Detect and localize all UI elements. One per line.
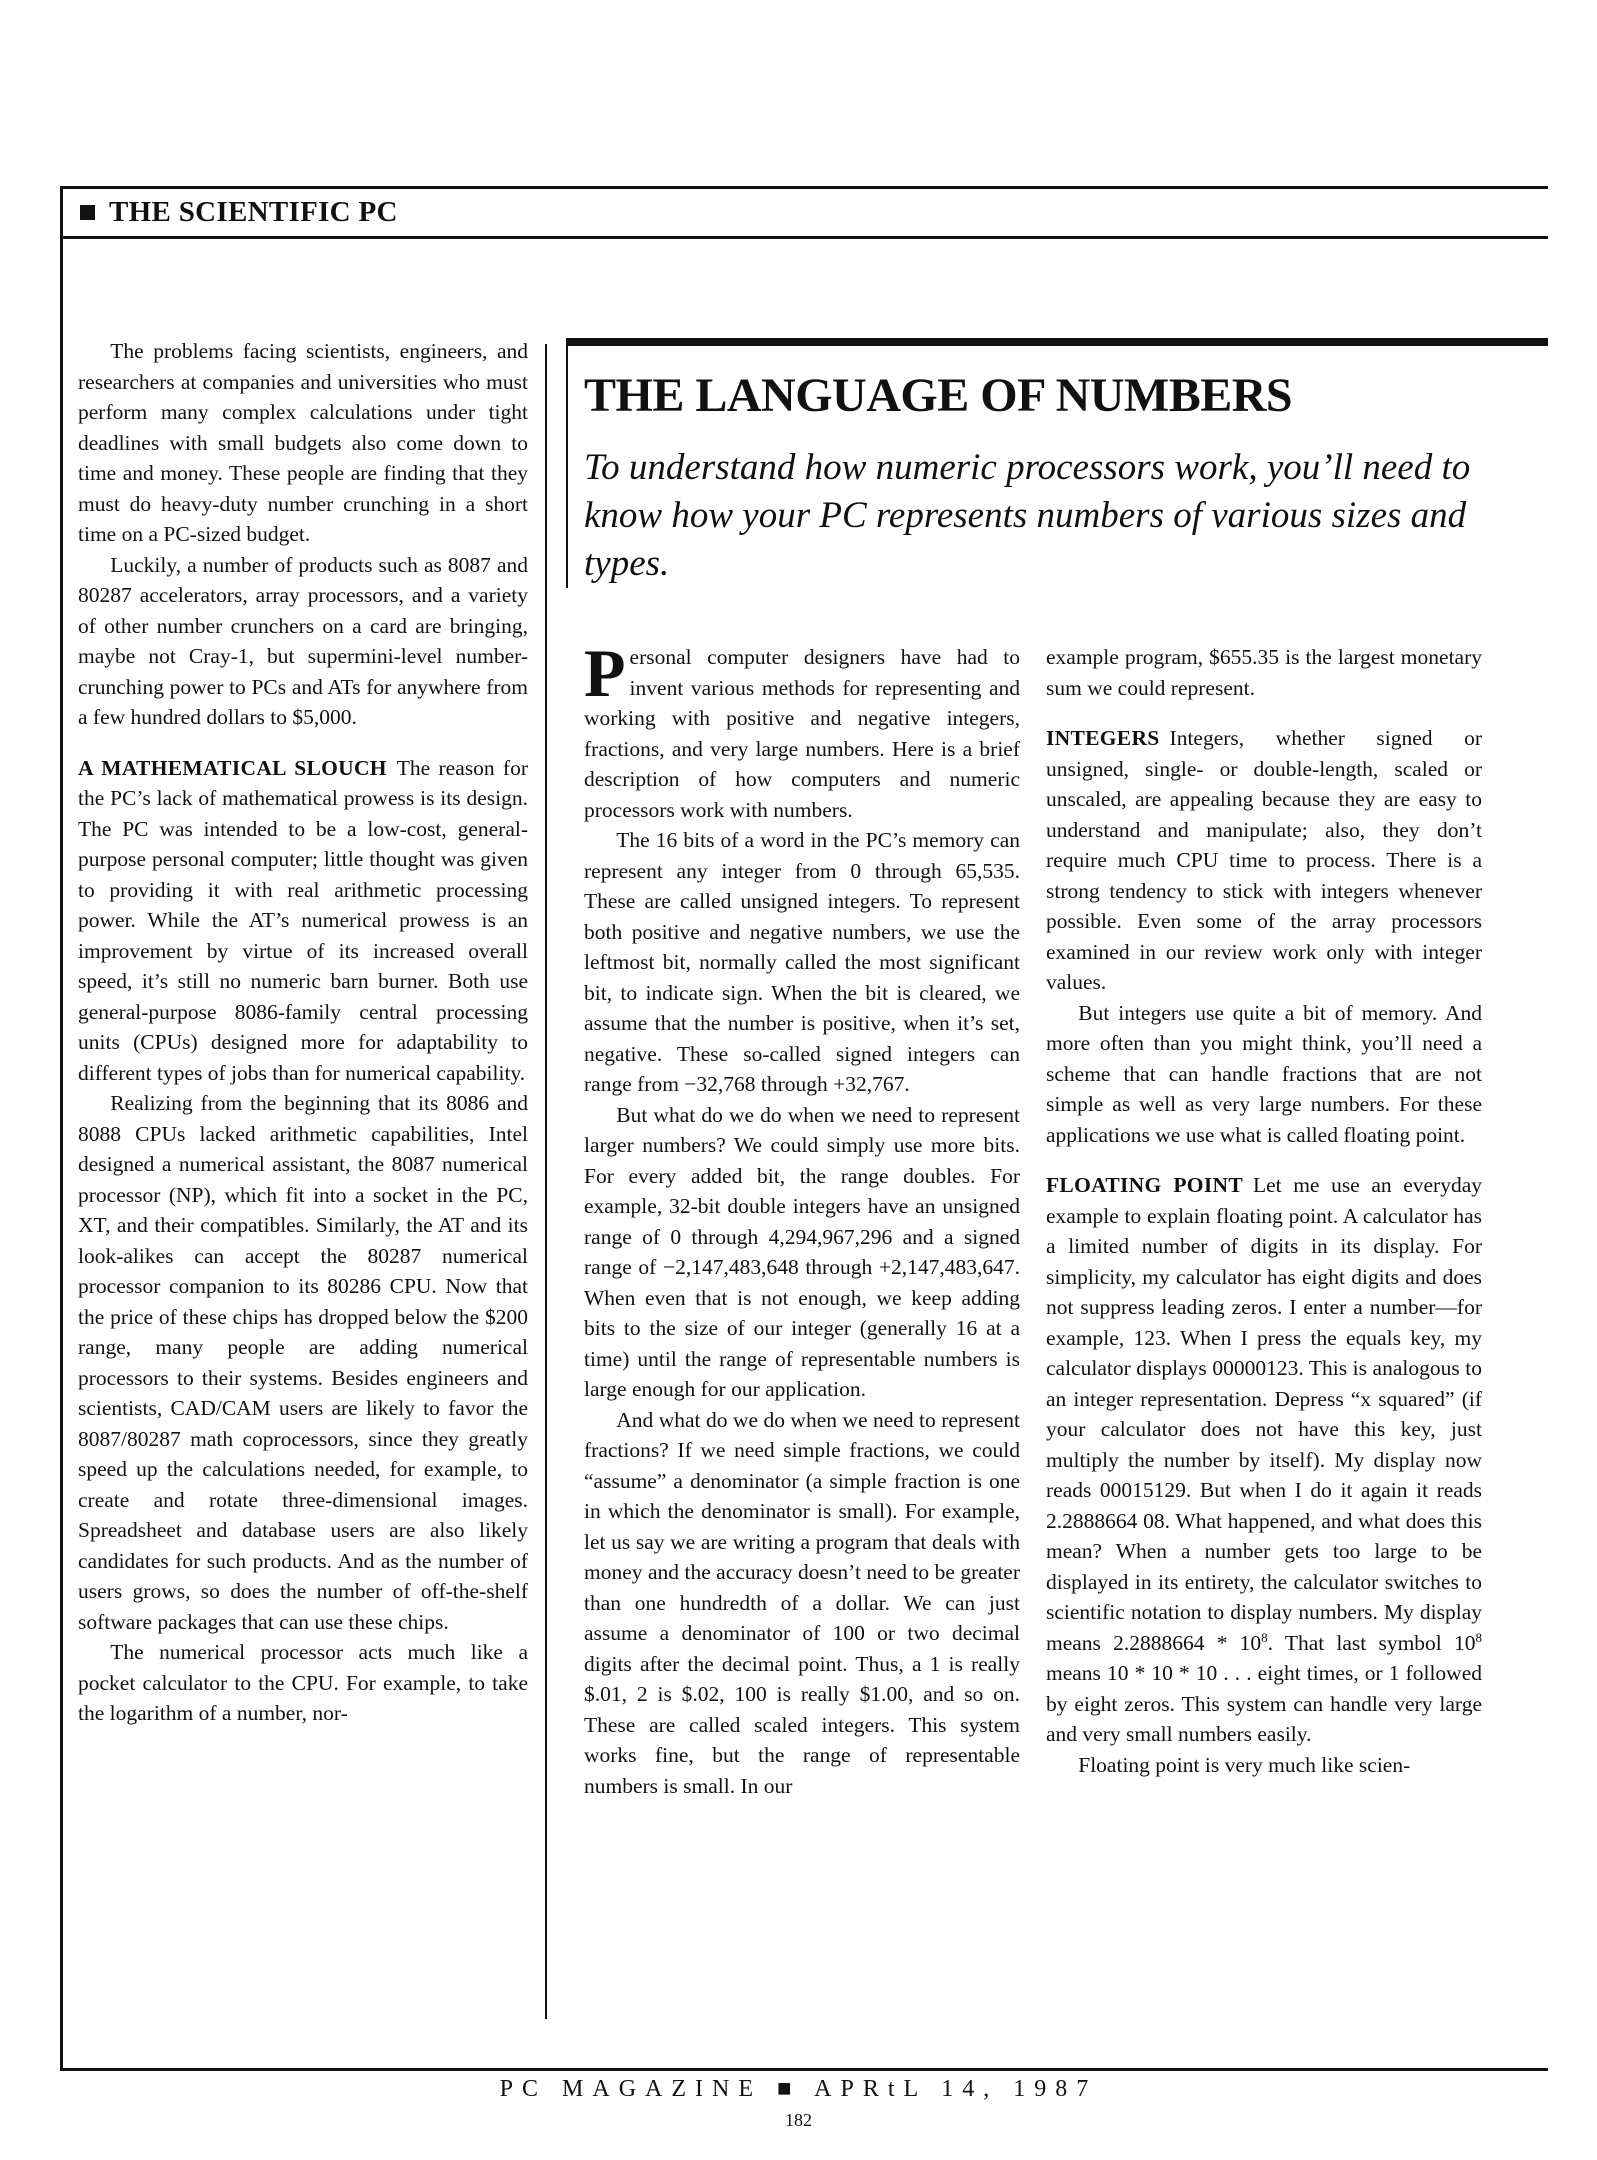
right-column [1046,642,1482,1780]
right-paragraph-2 [1046,723,1482,998]
right-paragraph-5: Floating point is very much like scien- [1078,1752,1411,1777]
right-paragraph-4-text-b: . That last symbol 10 [1267,1630,1476,1655]
right-paragraph-4 [1046,1170,1482,1750]
header-bottom-rule [60,236,1548,239]
column-separator-rule [545,344,547,2019]
headline-box-top-rule [566,338,1548,346]
middle-column [584,635,1020,1801]
left-paragraph-3-text: The reason for the PC’s lack of mathematical prowess is its design. The PC was intended to be a low-cost, general-purpose personal computer; little thought was given to providing it with real arithmetic processing power. While the AT’s numerical prowess is an improvement by virtue of its increased overall speed, it’s still no numeric barn burner. Both use general-purpose 8086-family central processing units (CPUs) designed more for adaptability to different types of jobs than for numerical capability. [78,755,528,1085]
right-paragraph-2-text: Integers, whether signed or unsigned, single- or double-length, scaled or unscaled, are appealing because they are easy to understand and manipulate; also, they don’t require much CPU time to process. There is a strong tendency to stick with integers whenever possible. Even some of the array processors examined in our review work only with integer values. [1046,726,1482,994]
middle-paragraph-1-text: ersonal computer designers have had to invent various methods for representing and working with positive and negative integers, fractions, and very large numbers. Here is a brief description of how computers and numeric processors work with numbers. [584,645,1020,822]
subhead-mathematical-slouch: A MATHEMATICAL SLOUCH [78,755,387,780]
middle-paragraph-1 [584,635,1020,825]
subhead-integers: INTEGERS [1046,726,1160,750]
article-headline: THE LANGUAGE OF NUMBERS [584,369,1293,422]
right-paragraph-3: But integers use quite a bit of memory. And more often than you might think, you’ll need a scheme that can handle fractions that are not simple as well as very large numbers. For these applications we use what is called floating point. [1046,1000,1482,1147]
bottom-rule [60,2068,1548,2071]
exponent-2: 8 [1475,1629,1482,1645]
left-paragraph-5: The numerical processor acts much like a pocket calculator to the CPU. For example, to take the logarithm of a number, nor- [78,1640,528,1725]
left-border-rule [60,186,63,2071]
left-paragraph-1: The problems facing scientists, engineers, and researchers at companies and universities who must perform many complex calculations under tight deadlines with small budgets also come down to time and money. These people are finding that they must do heavy-duty number crunching in a short time on a PC-sized budget. [78,339,528,546]
running-footer: PC MAGAZINE ■ APRtL 14, 1987 [499,2076,1098,2102]
headline-box-left-rule [566,338,568,588]
left-paragraph-4: Realizing from the beginning that its 8086 and 8088 CPUs lacked arithmetic capabilities, Intel designed a numerical assistant, the 8087 numerical processor (NP), which fit into a socket in the PC, XT, and their compatibles. Similarly, the AT and its look-alikes can accept the 80287 numerical processor companion to its 80286 CPU. Now that the price of these chips has dropped below the $200 range, many people are adding numerical processors to their systems. Besides engineers and scientists, CAD/CAM users are likely to favor the 8087/80287 math coprocessors, since they greatly speed up the calculations needed, for example, to create and rotate three-dimensional images. Spreadsheet and database users are also likely candidates for such products. And as the number of users grows, so does the number of off-the-shelf software packages that can use these chips. [78,1091,528,1634]
exponent-1: 8 [1261,1629,1268,1645]
right-paragraph-4-text-a: Let me use an everyday example to explain floating point. A calculator has a limited number of digits in its display. For simplicity, my calculator has eight digits and does not suppress leading zeros. I enter a number—for example, 123. When I press the equals key, my calculator displays 00000123. This is analogous to an integer representation. Depress “x squared” (if your calculator does not have this key, just multiply the number by itself). My display now reads 00015129. But when I do it again it reads 2.2888664 08. What happened, and what does this mean? When a number gets too large to be displayed in its entirety, the calculator switches to scientific notation to display numbers. My display means 2.2888664 * 10 [1046,1173,1482,1655]
drop-cap: P [584,635,626,711]
middle-paragraph-2: The 16 bits of a word in the PC’s memory can represent any integer from 0 through 65,535. These are called unsigned integers. To represent both positive and negative numbers, we use the leftmost bit, normally called the most significant bit, to indicate sign. When the bit is cleared, we assume that the number is positive, when it’s set, negative. These so-called signed integers can range from −32,768 through +32,767. [584,828,1020,1096]
top-rule [60,186,1548,189]
right-paragraph-4-text-c: means 10 * 10 * 10 . . . eight times, or 1 followed by eight zeros. This system can handle very large and very small numbers easily. [1046,1661,1482,1746]
left-paragraph-3 [78,753,528,1089]
subhead-floating-point: FLOATING POINT [1046,1173,1243,1197]
right-paragraph-1: example program, $655.35 is the largest monetary sum we could represent. [1046,645,1482,700]
left-paragraph-2: Luckily, a number of products such as 8087 and 80287 accelerators, array processors, and a variety of other number crunchers on a card are bringing, maybe not Cray-1, but supermini-level number-crunching power to PCs and ATs for anywhere from a few hundred dollars to $5,000. [78,552,528,729]
article-deck: To understand how numeric processors work, you’ll need to know how your PC represents numbers of various sizes and types. [584,447,1471,584]
middle-paragraph-4: And what do we do when we need to represent fractions? If we need simple fractions, we could “assume” a denominator (a simple fraction is one in which the denominator is small). For example, let us say we are writing a program that deals with money and the accuracy doesn’t need to be greater than one hundredth of a dollar. We can just assume a denominator of 100 or two decimal digits after the decimal point. Thus, a 1 is really $.01, 2 is $.02, 100 is really $1.00, and so on. These are called scaled integers. This system works fine, but the range of representable numbers is small. In our [584,1407,1020,1798]
middle-paragraph-3: But what do we do when we need to represent larger numbers? We could simply use more bits. For every added bit, the range doubles. For example, 32-bit double integers have an unsigned range of 0 through 4,294,967,296 and a signed range of −2,147,483,648 through +2,147,483,647. When even that is not enough, we keep adding bits to the size of our integer (generally 16 at a time) until the range of representable numbers is large enough for our application. [584,1102,1020,1401]
section-header-label: THE SCIENTIFIC PC [109,195,398,228]
page-number: 182 [785,2110,812,2130]
left-column [78,336,528,1729]
section-header [80,192,398,232]
square-bullet-icon [80,205,95,220]
